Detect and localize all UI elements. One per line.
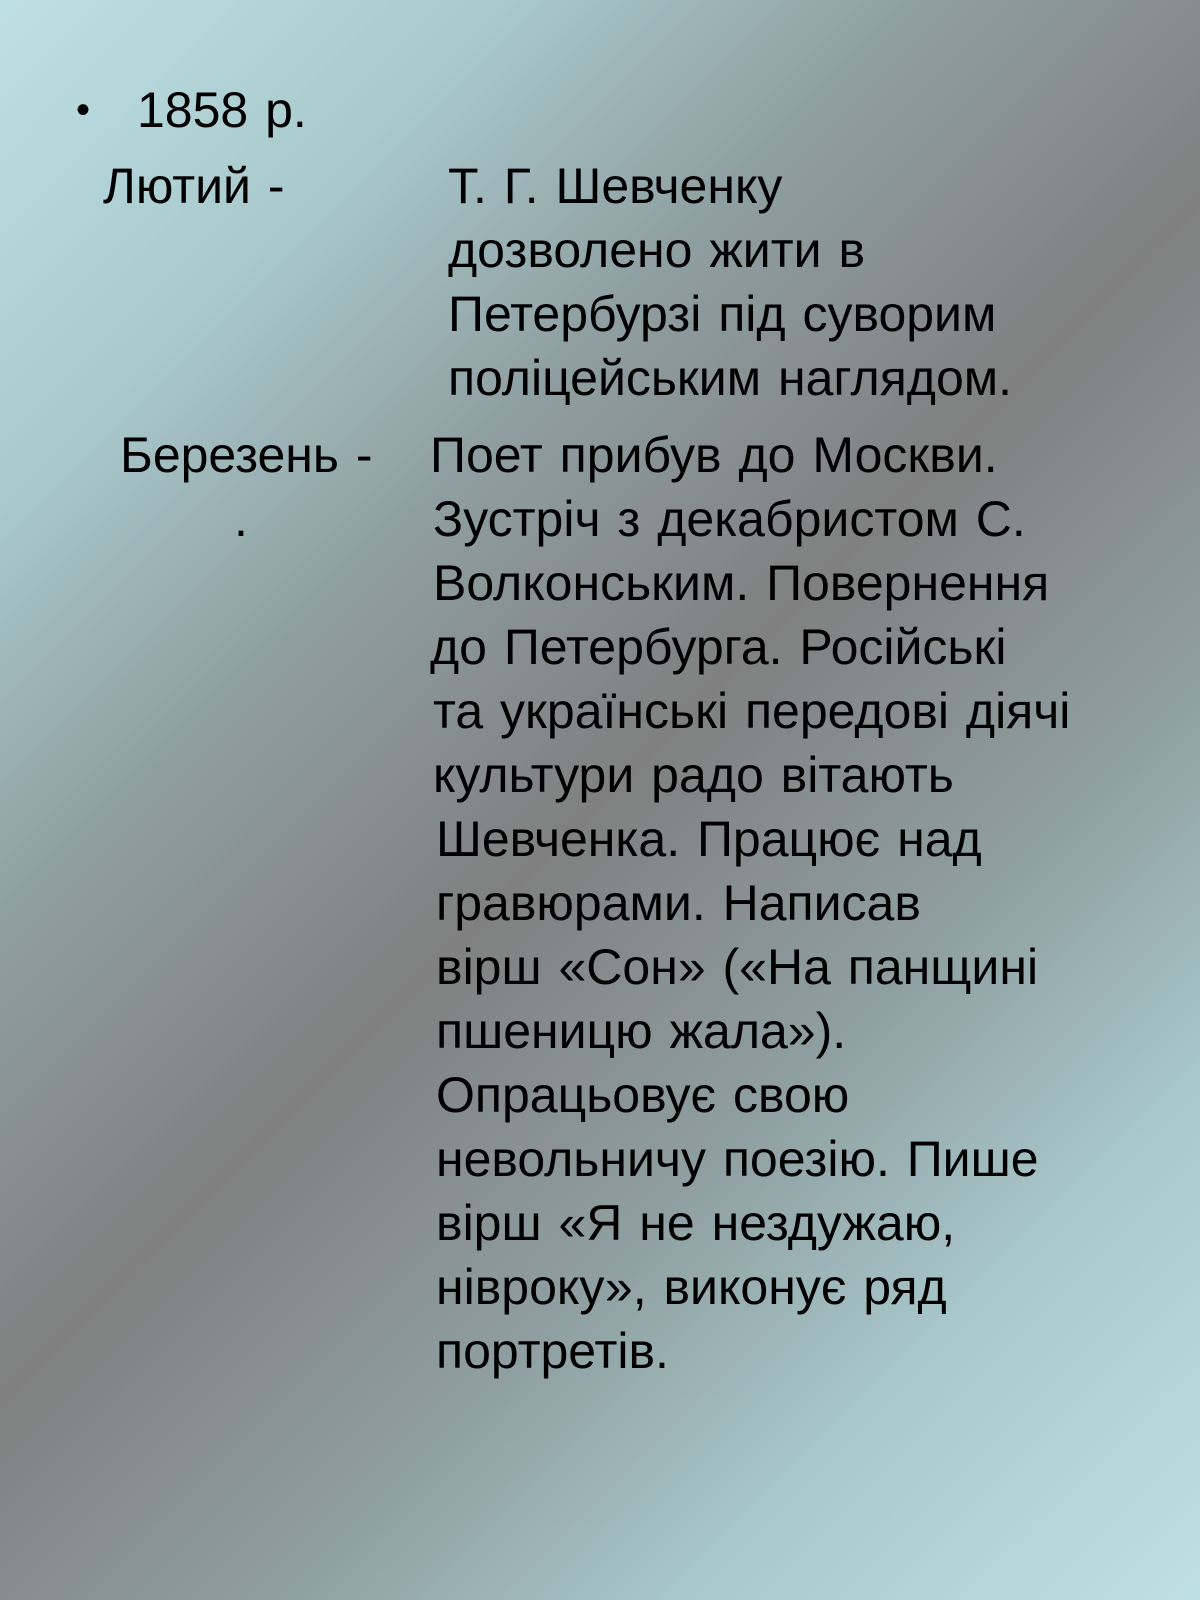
entry-line: невольничу поезію. Пише [436,1131,1039,1187]
entry-line: Волконським. Повернення [433,555,1050,611]
entry-line: Т. Г. Шевченку [448,158,783,214]
entry-march-text [430,423,1070,1383]
entry-line: портретів. [436,1323,669,1379]
month-label-february: Лютий - [103,158,285,214]
year-heading: 1858 р. [137,82,307,138]
entry-line: Опрацьовує свою [436,1067,850,1123]
month-label-march: Березень - [120,427,373,483]
entry-line: Зустріч з декабристом С. [433,491,1026,547]
entry-line: до Петербурга. Російські [430,619,1007,675]
month-label-march-dot: . [234,491,248,547]
entry-line: Петербурзі під суворим [448,286,997,342]
entry-line: Поет прибув до Москви. [430,427,998,483]
entry-line: вірш «Сон» («На панщині [436,939,1039,995]
entry-line: нівроку», виконує ряд [436,1259,947,1315]
entry-line: поліцейським наглядом. [448,350,1013,406]
entry-line: гравюрами. Написав [436,875,921,931]
entry-february-text [448,154,1012,410]
entry-line: культури радо вітають [433,747,954,803]
entry-line: вірш «Я не нездужаю, [436,1195,956,1251]
entry-line: дозволено жити в [448,222,866,278]
entry-line: Шевченка. Працює над [436,811,982,867]
entry-line: пшеницю жала»). [436,1003,847,1059]
entry-line: та українські передові діячі [433,683,1071,739]
bullet-dot-icon: • [76,88,91,132]
